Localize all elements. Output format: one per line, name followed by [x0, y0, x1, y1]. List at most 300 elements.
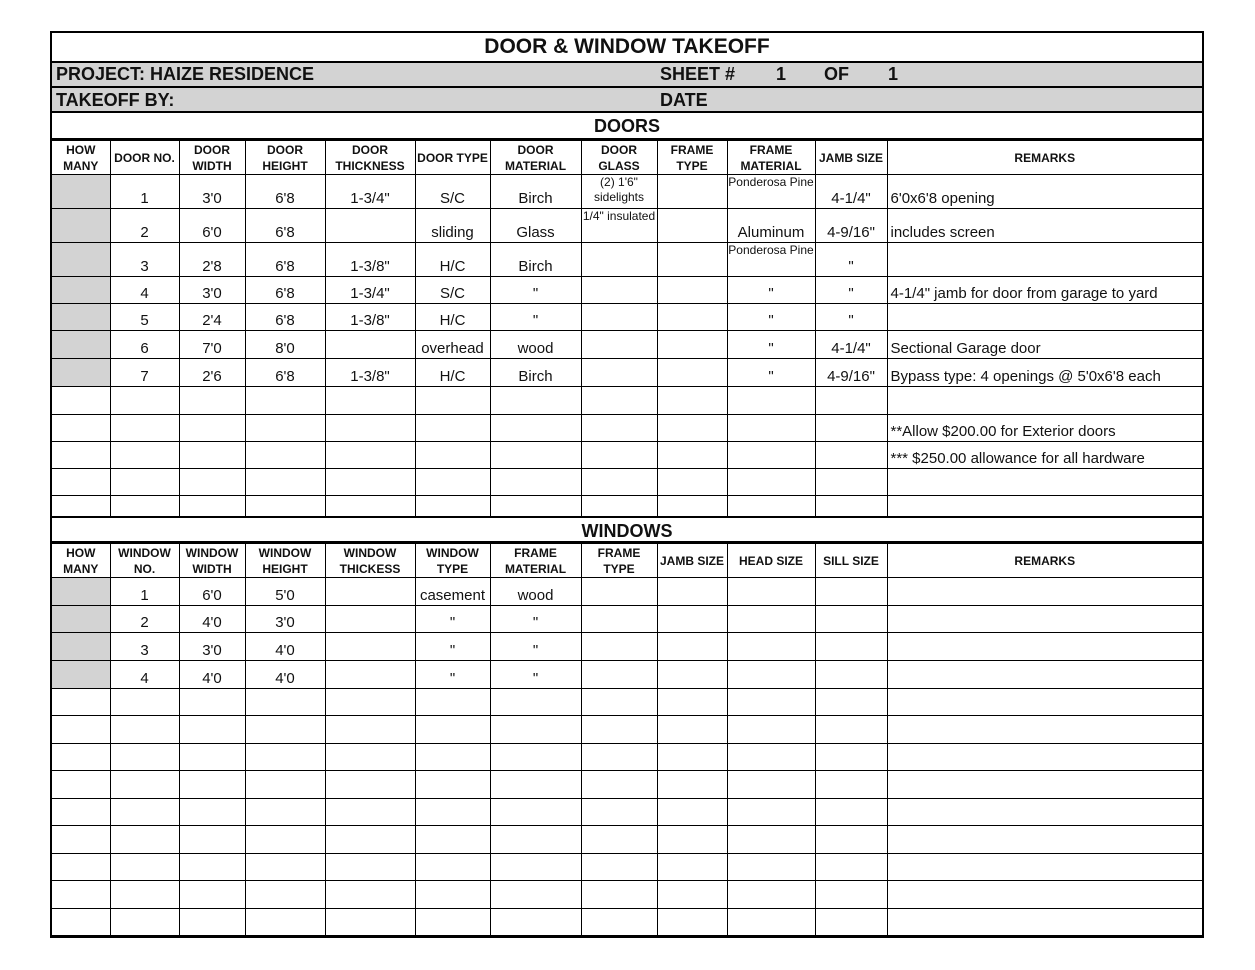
doors-cell[interactable] — [657, 442, 727, 469]
windows-cell[interactable] — [815, 606, 887, 633]
windows-cell[interactable] — [490, 799, 581, 826]
doors-cell[interactable] — [887, 243, 1202, 277]
windows-cell[interactable] — [727, 716, 815, 744]
windows-cell[interactable] — [52, 578, 110, 606]
windows-cell[interactable] — [815, 689, 887, 716]
doors-cell[interactable]: 6'8 — [245, 304, 325, 331]
doors-cell[interactable]: " — [815, 277, 887, 304]
doors-cell[interactable] — [52, 304, 110, 331]
doors-cell[interactable] — [657, 359, 727, 387]
doors-cell[interactable] — [727, 387, 815, 415]
windows-cell[interactable] — [179, 716, 245, 744]
windows-cell[interactable] — [245, 826, 325, 854]
windows-cell[interactable]: wood — [490, 578, 581, 606]
doors-cell[interactable]: 6'8 — [245, 175, 325, 209]
windows-cell[interactable]: " — [415, 606, 490, 633]
windows-cell[interactable] — [815, 881, 887, 909]
windows-cell[interactable] — [727, 661, 815, 689]
windows-cell[interactable] — [887, 826, 1202, 854]
windows-cell[interactable]: 1 — [110, 578, 179, 606]
windows-cell[interactable]: 3'0 — [179, 633, 245, 661]
doors-cell[interactable] — [52, 415, 110, 442]
windows-cell[interactable] — [581, 633, 657, 661]
doors-cell[interactable]: 3'0 — [179, 175, 245, 209]
doors-cell[interactable]: " — [727, 277, 815, 304]
doors-cell[interactable]: 6'8 — [245, 243, 325, 277]
doors-cell[interactable] — [490, 387, 581, 415]
doors-cell[interactable] — [887, 387, 1202, 415]
doors-cell[interactable] — [179, 496, 245, 518]
doors-cell[interactable]: H/C — [415, 359, 490, 387]
doors-cell[interactable]: Glass — [490, 209, 581, 243]
windows-cell[interactable]: " — [490, 606, 581, 633]
doors-cell[interactable] — [657, 277, 727, 304]
doors-cell[interactable]: Aluminum — [727, 209, 815, 243]
windows-cell[interactable] — [52, 716, 110, 744]
doors-cell[interactable] — [887, 469, 1202, 496]
doors-cell[interactable]: 1-3/8" — [325, 243, 415, 277]
windows-cell[interactable] — [490, 881, 581, 909]
windows-cell[interactable] — [415, 744, 490, 771]
doors-cell[interactable]: 6 — [110, 331, 179, 359]
doors-cell[interactable]: 2'8 — [179, 243, 245, 277]
windows-cell[interactable] — [179, 771, 245, 799]
windows-cell[interactable] — [110, 909, 179, 936]
doors-cell[interactable] — [657, 415, 727, 442]
windows-cell[interactable] — [581, 689, 657, 716]
doors-cell[interactable]: wood — [490, 331, 581, 359]
doors-cell[interactable] — [179, 469, 245, 496]
windows-cell[interactable] — [325, 909, 415, 936]
windows-cell[interactable]: " — [490, 661, 581, 689]
windows-cell[interactable] — [52, 799, 110, 826]
doors-cell[interactable] — [727, 469, 815, 496]
windows-cell[interactable] — [887, 716, 1202, 744]
doors-cell[interactable] — [52, 387, 110, 415]
windows-cell[interactable] — [815, 716, 887, 744]
windows-cell[interactable] — [179, 854, 245, 881]
doors-cell[interactable]: 4-9/16" — [815, 209, 887, 243]
windows-cell[interactable] — [110, 689, 179, 716]
doors-cell[interactable] — [415, 415, 490, 442]
doors-cell[interactable]: H/C — [415, 243, 490, 277]
windows-cell[interactable]: " — [415, 633, 490, 661]
doors-cell[interactable] — [815, 469, 887, 496]
windows-cell[interactable] — [325, 578, 415, 606]
doors-cell[interactable] — [887, 304, 1202, 331]
doors-cell[interactable]: 1-3/4" — [325, 175, 415, 209]
doors-cell[interactable]: 2'4 — [179, 304, 245, 331]
doors-cell[interactable] — [110, 496, 179, 518]
windows-cell[interactable] — [727, 633, 815, 661]
doors-cell[interactable] — [415, 387, 490, 415]
doors-cell[interactable] — [581, 469, 657, 496]
doors-cell[interactable] — [490, 496, 581, 518]
windows-cell[interactable] — [727, 799, 815, 826]
doors-cell[interactable]: 1/4" insulated — [581, 209, 657, 243]
doors-cell[interactable] — [657, 243, 727, 277]
doors-cell[interactable]: *** $250.00 allowance for all hardware — [887, 442, 1202, 469]
doors-cell[interactable] — [581, 331, 657, 359]
windows-cell[interactable] — [415, 881, 490, 909]
windows-cell[interactable]: " — [490, 633, 581, 661]
doors-cell[interactable]: 2 — [110, 209, 179, 243]
windows-cell[interactable] — [52, 689, 110, 716]
doors-cell[interactable]: " — [490, 304, 581, 331]
windows-cell[interactable] — [325, 771, 415, 799]
windows-cell[interactable] — [490, 716, 581, 744]
windows-cell[interactable] — [581, 606, 657, 633]
doors-cell[interactable]: Ponderosa Pine — [727, 243, 815, 277]
doors-cell[interactable] — [325, 415, 415, 442]
windows-cell[interactable] — [245, 771, 325, 799]
windows-cell[interactable] — [490, 689, 581, 716]
doors-cell[interactable]: Birch — [490, 175, 581, 209]
windows-cell[interactable] — [245, 854, 325, 881]
windows-cell[interactable] — [325, 716, 415, 744]
windows-cell[interactable] — [325, 606, 415, 633]
doors-cell[interactable]: 1-3/8" — [325, 359, 415, 387]
doors-cell[interactable] — [245, 496, 325, 518]
doors-cell[interactable] — [415, 442, 490, 469]
windows-cell[interactable] — [657, 578, 727, 606]
doors-cell[interactable] — [52, 496, 110, 518]
doors-cell[interactable]: 4-1/4" — [815, 331, 887, 359]
windows-cell[interactable] — [415, 826, 490, 854]
windows-cell[interactable] — [815, 799, 887, 826]
doors-cell[interactable]: 8'0 — [245, 331, 325, 359]
windows-cell[interactable] — [490, 909, 581, 936]
windows-cell[interactable]: 3'0 — [245, 606, 325, 633]
windows-cell[interactable] — [325, 661, 415, 689]
doors-cell[interactable] — [490, 415, 581, 442]
doors-cell[interactable]: " — [727, 304, 815, 331]
windows-cell[interactable]: 6'0 — [179, 578, 245, 606]
windows-cell[interactable] — [52, 606, 110, 633]
doors-cell[interactable] — [490, 469, 581, 496]
doors-cell[interactable] — [52, 209, 110, 243]
windows-cell[interactable] — [815, 909, 887, 936]
windows-cell[interactable] — [657, 826, 727, 854]
windows-cell[interactable] — [245, 909, 325, 936]
windows-cell[interactable] — [657, 716, 727, 744]
doors-cell[interactable] — [179, 387, 245, 415]
windows-cell[interactable] — [52, 633, 110, 661]
windows-cell[interactable] — [179, 881, 245, 909]
windows-cell[interactable] — [490, 826, 581, 854]
doors-cell[interactable]: Birch — [490, 359, 581, 387]
windows-cell[interactable] — [815, 578, 887, 606]
windows-cell[interactable] — [325, 854, 415, 881]
doors-cell[interactable] — [245, 415, 325, 442]
doors-cell[interactable] — [815, 415, 887, 442]
windows-cell[interactable] — [179, 799, 245, 826]
windows-cell[interactable] — [110, 854, 179, 881]
windows-cell[interactable] — [887, 689, 1202, 716]
windows-cell[interactable] — [581, 716, 657, 744]
doors-cell[interactable] — [110, 387, 179, 415]
doors-cell[interactable] — [581, 304, 657, 331]
windows-cell[interactable] — [727, 771, 815, 799]
doors-cell[interactable]: 4-9/16" — [815, 359, 887, 387]
doors-cell[interactable]: overhead — [415, 331, 490, 359]
doors-cell[interactable]: S/C — [415, 175, 490, 209]
doors-cell[interactable] — [657, 209, 727, 243]
windows-cell[interactable] — [657, 661, 727, 689]
windows-cell[interactable] — [657, 799, 727, 826]
doors-cell[interactable]: 4-1/4" jamb for door from garage to yard — [887, 277, 1202, 304]
doors-cell[interactable] — [581, 496, 657, 518]
doors-cell[interactable]: 7 — [110, 359, 179, 387]
windows-cell[interactable] — [245, 716, 325, 744]
windows-cell[interactable] — [325, 826, 415, 854]
doors-cell[interactable]: Ponderosa Pine — [727, 175, 815, 209]
windows-cell[interactable]: 4'0 — [179, 606, 245, 633]
doors-cell[interactable] — [581, 243, 657, 277]
doors-cell[interactable] — [110, 442, 179, 469]
windows-cell[interactable] — [581, 744, 657, 771]
windows-cell[interactable] — [110, 716, 179, 744]
doors-cell[interactable] — [581, 277, 657, 304]
windows-cell[interactable] — [815, 854, 887, 881]
windows-cell[interactable] — [887, 799, 1202, 826]
windows-cell[interactable]: 3 — [110, 633, 179, 661]
windows-cell[interactable] — [52, 881, 110, 909]
windows-cell[interactable] — [815, 826, 887, 854]
doors-cell[interactable] — [581, 442, 657, 469]
doors-cell[interactable]: Sectional Garage door — [887, 331, 1202, 359]
windows-cell[interactable] — [52, 744, 110, 771]
doors-cell[interactable]: 3'0 — [179, 277, 245, 304]
doors-cell[interactable]: 7'0 — [179, 331, 245, 359]
doors-cell[interactable] — [415, 469, 490, 496]
doors-cell[interactable]: 3 — [110, 243, 179, 277]
doors-cell[interactable] — [490, 442, 581, 469]
windows-cell[interactable]: 4 — [110, 661, 179, 689]
doors-cell[interactable]: 5 — [110, 304, 179, 331]
windows-cell[interactable] — [887, 606, 1202, 633]
doors-cell[interactable]: 6'8 — [245, 277, 325, 304]
doors-cell[interactable] — [52, 331, 110, 359]
doors-cell[interactable] — [52, 277, 110, 304]
doors-cell[interactable]: Birch — [490, 243, 581, 277]
doors-cell[interactable] — [815, 496, 887, 518]
doors-cell[interactable]: 6'0 — [179, 209, 245, 243]
doors-cell[interactable]: (2) 1'6" sidelights — [581, 175, 657, 209]
windows-cell[interactable] — [887, 854, 1202, 881]
windows-cell[interactable] — [110, 771, 179, 799]
windows-cell[interactable] — [727, 909, 815, 936]
windows-cell[interactable] — [179, 826, 245, 854]
windows-cell[interactable] — [52, 661, 110, 689]
windows-cell[interactable] — [727, 578, 815, 606]
doors-cell[interactable]: " — [727, 359, 815, 387]
doors-cell[interactable] — [887, 496, 1202, 518]
windows-cell[interactable]: " — [415, 661, 490, 689]
doors-cell[interactable] — [325, 209, 415, 243]
windows-cell[interactable] — [52, 826, 110, 854]
windows-cell[interactable]: 4'0 — [245, 661, 325, 689]
doors-cell[interactable] — [727, 496, 815, 518]
doors-cell[interactable]: 6'0x6'8 opening — [887, 175, 1202, 209]
windows-cell[interactable] — [110, 799, 179, 826]
windows-cell[interactable] — [887, 661, 1202, 689]
doors-cell[interactable] — [325, 331, 415, 359]
doors-cell[interactable] — [325, 387, 415, 415]
doors-cell[interactable]: " — [727, 331, 815, 359]
windows-cell[interactable] — [657, 606, 727, 633]
doors-cell[interactable]: **Allow $200.00 for Exterior doors — [887, 415, 1202, 442]
doors-cell[interactable] — [245, 442, 325, 469]
windows-cell[interactable] — [727, 826, 815, 854]
windows-cell[interactable]: 5'0 — [245, 578, 325, 606]
doors-cell[interactable] — [815, 387, 887, 415]
doors-cell[interactable]: " — [815, 304, 887, 331]
windows-cell[interactable]: 4'0 — [245, 633, 325, 661]
windows-cell[interactable] — [887, 633, 1202, 661]
windows-cell[interactable] — [52, 771, 110, 799]
windows-cell[interactable] — [110, 826, 179, 854]
doors-cell[interactable]: " — [815, 243, 887, 277]
doors-cell[interactable]: 1 — [110, 175, 179, 209]
doors-cell[interactable] — [657, 304, 727, 331]
doors-cell[interactable] — [415, 496, 490, 518]
doors-cell[interactable]: H/C — [415, 304, 490, 331]
doors-cell[interactable] — [179, 442, 245, 469]
doors-cell[interactable] — [657, 496, 727, 518]
windows-cell[interactable] — [657, 689, 727, 716]
doors-cell[interactable] — [581, 387, 657, 415]
windows-cell[interactable] — [657, 881, 727, 909]
doors-cell[interactable]: 6'8 — [245, 209, 325, 243]
windows-cell[interactable] — [727, 744, 815, 771]
windows-cell[interactable] — [415, 771, 490, 799]
windows-cell[interactable] — [490, 744, 581, 771]
doors-cell[interactable] — [657, 331, 727, 359]
doors-cell[interactable]: 1-3/8" — [325, 304, 415, 331]
windows-cell[interactable] — [110, 744, 179, 771]
windows-cell[interactable] — [325, 689, 415, 716]
windows-cell[interactable] — [581, 578, 657, 606]
doors-cell[interactable] — [657, 387, 727, 415]
windows-cell[interactable] — [325, 633, 415, 661]
windows-cell[interactable]: casement — [415, 578, 490, 606]
windows-cell[interactable] — [887, 771, 1202, 799]
doors-cell[interactable] — [815, 442, 887, 469]
windows-cell[interactable] — [581, 771, 657, 799]
doors-cell[interactable]: Bypass type: 4 openings @ 5'0x6'8 each — [887, 359, 1202, 387]
windows-cell[interactable] — [887, 744, 1202, 771]
doors-cell[interactable]: sliding — [415, 209, 490, 243]
windows-cell[interactable] — [245, 744, 325, 771]
windows-cell[interactable] — [727, 881, 815, 909]
windows-cell[interactable] — [490, 771, 581, 799]
windows-cell[interactable] — [325, 799, 415, 826]
windows-cell[interactable] — [490, 854, 581, 881]
doors-cell[interactable] — [245, 469, 325, 496]
doors-cell[interactable] — [179, 415, 245, 442]
doors-cell[interactable] — [657, 469, 727, 496]
windows-cell[interactable] — [179, 744, 245, 771]
windows-cell[interactable] — [887, 909, 1202, 936]
doors-cell[interactable] — [52, 442, 110, 469]
doors-cell[interactable]: 4 — [110, 277, 179, 304]
windows-cell[interactable]: 2 — [110, 606, 179, 633]
windows-cell[interactable] — [581, 661, 657, 689]
doors-cell[interactable] — [325, 469, 415, 496]
doors-cell[interactable]: 2'6 — [179, 359, 245, 387]
windows-cell[interactable] — [415, 689, 490, 716]
doors-cell[interactable] — [657, 175, 727, 209]
windows-cell[interactable] — [727, 689, 815, 716]
doors-cell[interactable] — [52, 469, 110, 496]
doors-cell[interactable] — [110, 469, 179, 496]
windows-cell[interactable] — [815, 633, 887, 661]
windows-cell[interactable] — [179, 689, 245, 716]
windows-cell[interactable] — [657, 909, 727, 936]
doors-cell[interactable]: 6'8 — [245, 359, 325, 387]
doors-cell[interactable] — [52, 175, 110, 209]
doors-cell[interactable]: 1-3/4" — [325, 277, 415, 304]
windows-cell[interactable] — [581, 881, 657, 909]
doors-cell[interactable] — [52, 359, 110, 387]
windows-cell[interactable] — [887, 881, 1202, 909]
doors-cell[interactable]: S/C — [415, 277, 490, 304]
windows-cell[interactable] — [727, 854, 815, 881]
windows-cell[interactable] — [179, 909, 245, 936]
windows-cell[interactable] — [415, 854, 490, 881]
windows-cell[interactable] — [325, 744, 415, 771]
windows-cell[interactable] — [657, 633, 727, 661]
windows-cell[interactable] — [110, 881, 179, 909]
doors-cell[interactable] — [581, 415, 657, 442]
windows-cell[interactable] — [581, 799, 657, 826]
windows-cell[interactable] — [581, 909, 657, 936]
windows-cell[interactable] — [815, 771, 887, 799]
windows-cell[interactable] — [657, 744, 727, 771]
doors-cell[interactable]: includes screen — [887, 209, 1202, 243]
doors-cell[interactable] — [325, 442, 415, 469]
windows-cell[interactable] — [52, 909, 110, 936]
windows-cell[interactable] — [245, 689, 325, 716]
windows-cell[interactable] — [815, 661, 887, 689]
doors-cell[interactable] — [727, 415, 815, 442]
windows-cell[interactable] — [325, 881, 415, 909]
windows-cell[interactable] — [415, 716, 490, 744]
doors-cell[interactable] — [581, 359, 657, 387]
doors-cell[interactable] — [727, 442, 815, 469]
windows-cell[interactable] — [657, 771, 727, 799]
doors-cell[interactable] — [245, 387, 325, 415]
windows-cell[interactable] — [887, 578, 1202, 606]
doors-cell[interactable] — [325, 496, 415, 518]
windows-cell[interactable] — [657, 854, 727, 881]
windows-cell[interactable] — [245, 799, 325, 826]
windows-cell[interactable] — [52, 854, 110, 881]
windows-cell[interactable] — [815, 744, 887, 771]
doors-cell[interactable] — [52, 243, 110, 277]
windows-cell[interactable] — [245, 881, 325, 909]
windows-cell[interactable] — [581, 826, 657, 854]
windows-cell[interactable]: 4'0 — [179, 661, 245, 689]
windows-cell[interactable] — [415, 799, 490, 826]
windows-cell[interactable] — [415, 909, 490, 936]
windows-cell[interactable] — [727, 606, 815, 633]
doors-cell[interactable] — [110, 415, 179, 442]
doors-cell[interactable]: " — [490, 277, 581, 304]
doors-cell[interactable]: 4-1/4" — [815, 175, 887, 209]
windows-cell[interactable] — [581, 854, 657, 881]
